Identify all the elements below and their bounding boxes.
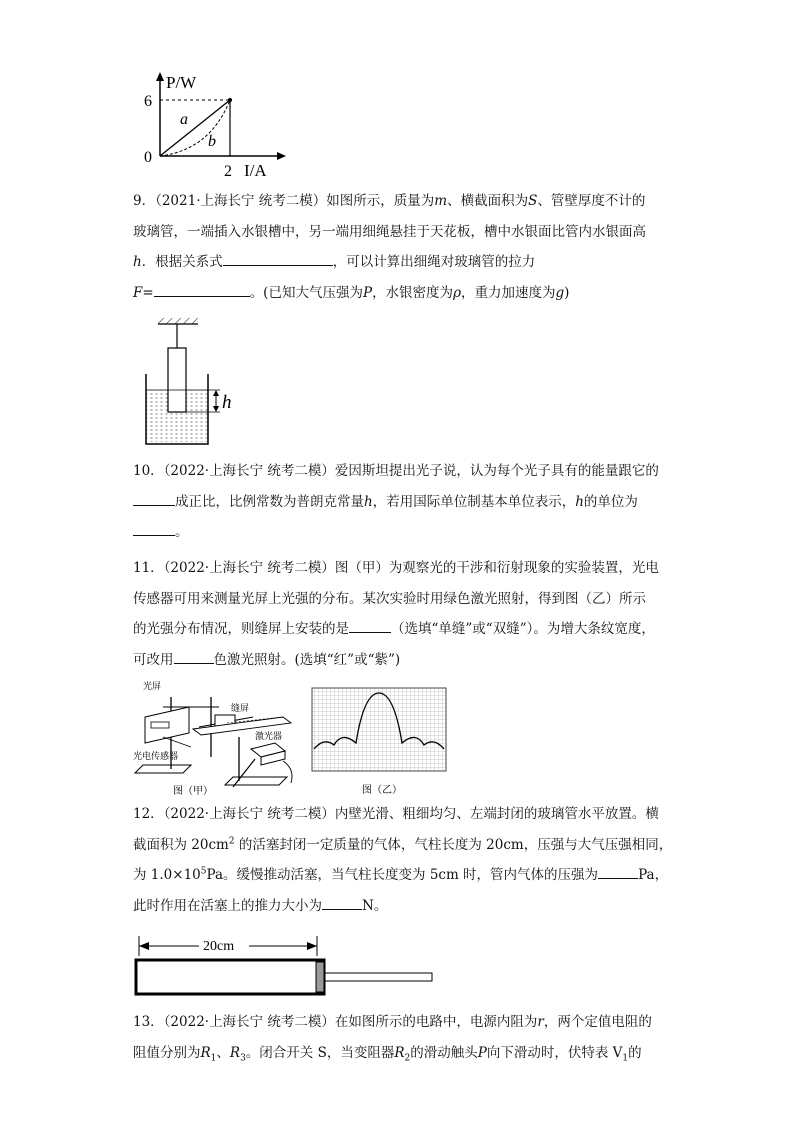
q9-F-label: F=: [133, 284, 154, 301]
q13-text: 的: [628, 1044, 642, 1061]
q10-text: 。: [175, 524, 189, 540]
q12-text: Pa，: [638, 867, 669, 883]
q9-text: 、管壁厚度不计的: [537, 193, 646, 209]
q11-blank-1[interactable]: [349, 618, 391, 633]
label-laser: 激光器: [255, 732, 283, 742]
q12-text: N。: [362, 897, 388, 914]
q10-var-h: h: [575, 493, 584, 510]
q9-text: 。(已知大气压强为: [249, 284, 363, 301]
caption-jia: 图（甲）: [173, 786, 213, 797]
origin-label: 0: [144, 149, 152, 166]
y-tick-label: 6: [144, 93, 152, 110]
q12-text: 截面积为 20cm: [133, 836, 229, 853]
q9-var-P: P: [362, 284, 373, 301]
piston-tube-figure: [133, 930, 438, 1000]
q13-number: 13．: [133, 1014, 164, 1030]
label-screen: 光屏: [143, 682, 162, 692]
q13-text: ，两个定值电阻的: [543, 1014, 652, 1030]
q10-blank-2[interactable]: [133, 521, 175, 536]
q12-text: Pa。缓慢推动活塞，当气柱长度变为 5cm 时，管内气体的压强为: [206, 867, 599, 883]
label-slit: 缝屏: [231, 704, 250, 714]
q9-text: 、横截面积为: [447, 193, 529, 209]
power-current-graph: [140, 70, 290, 182]
q13-text: 的滑动触头: [410, 1044, 478, 1061]
q9-text: ．根据关系式: [141, 254, 223, 270]
q9-var-g: g: [555, 284, 565, 301]
question-11: [133, 553, 663, 675]
q9-line2: 玻璃管，一端插入水银槽中，另一端用细绳悬挂于天花板，槽中水银面比管内水银面高: [133, 223, 646, 240]
q9-var-S: S: [528, 193, 538, 209]
curve-a-label: a: [180, 111, 188, 128]
q10-number: 10．: [133, 463, 164, 479]
x-axis-label: I/A: [244, 161, 267, 180]
q9-var-rho: ρ: [453, 284, 461, 301]
apparatus-figure-jia: [133, 677, 298, 797]
q12-force-blank[interactable]: [322, 895, 362, 910]
q13-sub: 1: [210, 1053, 217, 1064]
q9-text: ，可以计算出细绳对玻璃管的拉力: [332, 254, 536, 270]
q10-source: （2022·上海长宁 统考二模）: [163, 463, 335, 479]
q12-number: 12．: [133, 806, 164, 822]
q11-source: （2022·上海长宁 统考二模）: [163, 560, 335, 576]
q12-text: 内壁光滑、粗细均匀、左端封闭的玻璃管水平放置。横: [334, 806, 659, 822]
q10-text: 爱因斯坦提出光子说，认为每个光子具有的能量跟它的: [334, 463, 659, 479]
q10-var-h: h: [364, 493, 373, 510]
question-12: [133, 799, 673, 921]
q12-sup: 5: [200, 866, 207, 877]
q13-source: （2022·上海长宁 统考二模）: [163, 1014, 335, 1030]
q13-var-R3: R: [229, 1044, 241, 1061]
q13-sub: 2: [404, 1053, 411, 1064]
q13-var-r: r: [537, 1014, 544, 1030]
q12-text: 的活塞封闭一定质量的气体，气柱长度为 20cm，压强与大气压强相同，: [234, 836, 673, 853]
q9-text: ): [564, 284, 570, 301]
q11-text: 图（甲）为观察光的干涉和衍射现象的实验装置，光电: [334, 560, 659, 576]
q11-text: 色激光照射。(选填“红”或“紫”): [213, 651, 401, 668]
q11-text: 可改用: [133, 651, 174, 668]
q10-blank-1[interactable]: [133, 491, 175, 506]
length-label: 20cm: [203, 939, 235, 954]
q11-text: 的光强分布情况，则缝屏上安装的是: [133, 621, 349, 637]
q9-force-blank[interactable]: [154, 282, 250, 297]
q10-text: 成正比，比例常数为普朗克常量: [175, 493, 364, 510]
q9-text: 如图所示，质量为: [326, 193, 435, 209]
q11-line2: 传感器可用来测量光屏上光强的分布。某次实验时用绿色激光照射，得到图（乙）所示: [133, 590, 646, 607]
q13-var-R2: R: [394, 1044, 405, 1061]
x-tick-label: 2: [224, 163, 232, 180]
q13-var-R1: R: [200, 1044, 211, 1061]
q9-var-m: m: [434, 193, 448, 209]
q9-text: ，水银密度为: [372, 284, 454, 301]
q12-pressure-blank[interactable]: [598, 864, 638, 879]
q11-number: 11．: [133, 560, 164, 576]
question-10: [133, 456, 663, 548]
q10-text: ，若用国际单位制基本单位表示，: [372, 493, 576, 510]
q9-number: 9．: [133, 193, 156, 209]
q13-sub: 1: [622, 1053, 629, 1064]
q13-var-P: P: [477, 1044, 487, 1061]
mercury-tube-figure: [140, 316, 250, 448]
question-9: [133, 186, 663, 308]
q13-text: 阻值分别为: [133, 1044, 201, 1061]
h-label: h: [222, 392, 232, 413]
q9-text: ，重力加速度为: [461, 284, 556, 301]
curve-b-label: b: [208, 133, 216, 150]
caption-yi: 图（乙）: [362, 785, 402, 796]
q9-relation-blank[interactable]: [223, 251, 333, 266]
q11-text: （选填“单缝”或“双缝”）。为增大条纹宽度，: [391, 621, 655, 637]
q9-var-h: h: [133, 254, 142, 270]
y-axis-label: P/W: [166, 73, 197, 92]
q13-text: 。闭合开关 S，当变阻器: [245, 1044, 395, 1061]
q13-sub: 3: [240, 1053, 246, 1064]
q13-text: 在如图所示的电路中，电源内阻为: [334, 1014, 538, 1030]
question-13: [133, 1007, 663, 1068]
q13-text: 向下滑动时，伏特表 V: [486, 1044, 623, 1061]
q12-text: 此时作用在活塞上的推力大小为: [133, 897, 322, 914]
q11-blank-2[interactable]: [174, 649, 214, 664]
q9-source: （2021·上海长宁 统考二模）: [155, 193, 327, 209]
q10-text: 的单位为: [583, 493, 638, 510]
q12-text: 为 1.0×10: [133, 867, 201, 883]
curve-a-line: [160, 100, 230, 156]
q12-sup: 2: [228, 836, 235, 846]
q13-text: 、: [216, 1044, 230, 1061]
label-sensor: 光电传感器: [133, 752, 179, 762]
intensity-figure-yi: [310, 687, 448, 797]
q12-source: （2022·上海长宁 统考二模）: [163, 806, 335, 822]
